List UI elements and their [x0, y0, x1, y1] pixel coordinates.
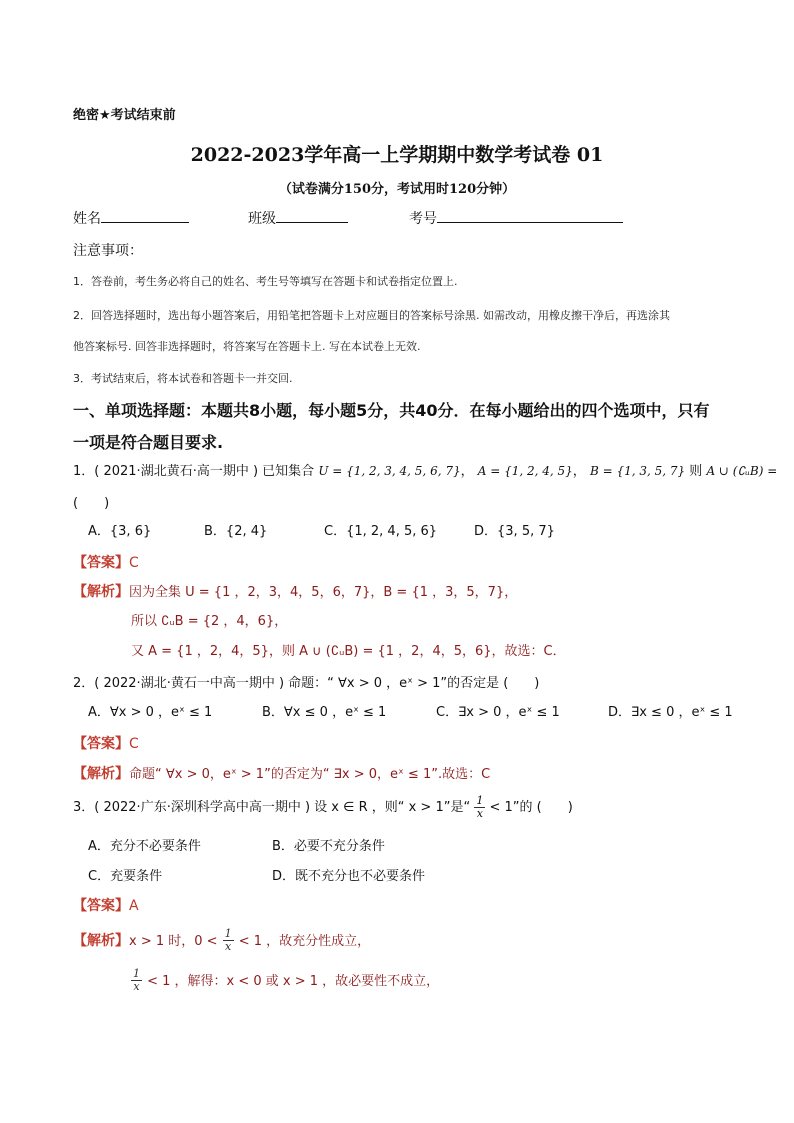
note-2b: 他答案标号. 回答非选择题时，将答案写在答题卡上. 写在本试卷上无效. — [73, 340, 421, 353]
q1-explanation-line3: 又 A = {1 ，2，4，5}，则 A ∪ (∁ᵤB) = {1 ，2，4，5，6}，故选：C． — [131, 644, 566, 659]
q3-frac-num: 1 — [476, 794, 484, 807]
q3-option-d: D．既不充分也不必要条件 — [272, 869, 426, 884]
name-label: 姓名 — [73, 211, 101, 227]
q3-expl1b: < 1 ，故充分性成立， — [238, 934, 371, 949]
name-blank — [101, 208, 189, 223]
class-label: 班级 — [248, 211, 276, 227]
q2-option-c: C．∃x > 0 ，eˣ ≤ 1 — [436, 705, 560, 720]
q1-expl1: 因为全集 U = {1 ，2，3，4，5，6，7}，B = {1 ，3，5，7}， — [129, 585, 518, 600]
q1-set-b: B = {1, 3, 5, 7} — [589, 464, 686, 478]
q2-option-a: A．∀x > 0 ，eˣ ≤ 1 — [88, 705, 213, 720]
q3-option-c: C．充要条件 — [88, 869, 163, 884]
q1-answer-value: C — [129, 555, 139, 571]
q2-stem: 2．( 2022·湖北·黄石一中高一期中 ) 命题：“ ∀x > 0 ，eˣ > 1”的否定是 ( ) — [73, 676, 540, 691]
q1-answer-tag: 【答案】 — [73, 555, 129, 571]
q3-expl-frac2-den: x — [133, 980, 140, 993]
q3-stem — [73, 795, 573, 820]
q1-explanation-line1 — [73, 581, 517, 601]
section-heading-line2: 一项是符合题目要求. — [73, 433, 224, 452]
number-blank — [437, 208, 623, 223]
note-3: 3．考试结束后，将本试卷和答题卡一并交回. — [73, 372, 293, 385]
q1-stem-text: 1．( 2021·湖北黄石·高一期中 ) 已知集合 — [73, 464, 315, 479]
q1-paren: ( ) — [73, 496, 110, 511]
q1-option-d: D．{3, 5, 7} — [474, 524, 555, 539]
secret-mark: 绝密★考试结束前 — [73, 108, 176, 123]
class-blank — [276, 208, 348, 223]
q1-answer — [73, 552, 139, 572]
q3-expl-tag: 【解析】 — [73, 933, 129, 949]
q1-expression: A ∪ (∁ᵤB) = — [706, 464, 778, 478]
q2-answer-value: C — [129, 736, 139, 752]
q1-option-a: A．{3, 6} — [88, 524, 152, 539]
q1-expl-tag: 【解析】 — [73, 584, 129, 600]
q3-explanation-line2 — [131, 968, 439, 993]
q1-set-u: U = {1, 2, 3, 4, 5, 6, 7} — [318, 464, 461, 478]
q3-answer — [73, 895, 139, 915]
note-1: 1．答卷前，考生务必将自己的姓名、考生号等填写在答题卡和试卷指定位置上. — [73, 275, 458, 288]
section-heading-line1: 一、单项选择题：本题共8小题，每小题5分，共40分．在每小题给出的四个选项中，只有 — [73, 401, 710, 420]
q3-expl2a: < 1 ，解得：x < 0 或 x > 1 ，故必要性不成立， — [147, 974, 440, 989]
q1-stem: 1．( 2021·湖北黄石·高一期中 ) 已知集合 U = {1, 2, 3, 4, 5, 6, 7}， A = {1, 2, 4, 5}， B = {1, 3, 5, 7} 则 A ∪ (∁ᵤB) = — [73, 464, 778, 479]
q3-stem-a: 3．( 2022·广东·深圳科学高中高一期中 ) 设 x ∈ R ，则“ x > 1”是“ — [73, 800, 471, 815]
number-label: 考号 — [409, 211, 437, 227]
number-field — [409, 208, 623, 228]
q1-then: 则 — [689, 464, 703, 479]
q3-frac-den: x — [476, 807, 483, 820]
q2-option-b: B．∀x ≤ 0 ，eˣ ≤ 1 — [262, 705, 387, 720]
q2-expl-tag: 【解析】 — [73, 766, 129, 782]
page-subtitle: （试卷满分150分，考试用时120分钟） — [278, 182, 516, 197]
q3-expl1a: x > 1 时，0 < — [129, 934, 218, 949]
q3-stem-b: < 1”的 ( ) — [489, 800, 573, 815]
q1-option-b: B．{2, 4} — [204, 524, 268, 539]
q2-explanation — [73, 763, 490, 783]
q3-option-a: A．充分不必要条件 — [88, 839, 201, 854]
q2-answer-tag: 【答案】 — [73, 736, 129, 752]
q3-answer-value: A — [129, 898, 139, 914]
q1-set-a: A = {1, 2, 4, 5} — [477, 464, 573, 478]
name-field — [73, 208, 189, 228]
q3-expl-frac1-den: x — [225, 940, 232, 953]
q3-expl-fraction-1 — [223, 928, 234, 953]
q3-expl-frac1-num: 1 — [224, 927, 232, 940]
notes-title: 注意事项： — [73, 243, 143, 259]
class-field — [248, 208, 348, 228]
q2-option-d: D．∃x ≤ 0 ，eˣ ≤ 1 — [608, 705, 733, 720]
q3-fraction — [474, 795, 485, 820]
q3-answer-tag: 【答案】 — [73, 898, 129, 914]
q3-expl-fraction-2 — [131, 968, 142, 993]
q3-explanation-line1 — [73, 928, 370, 953]
q1-explanation-line2: 所以 ∁ᵤB = {2 ，4，6}， — [131, 614, 288, 629]
q2-answer — [73, 733, 139, 753]
q3-option-b: B．必要不充分条件 — [272, 839, 385, 854]
q3-expl-frac2-num: 1 — [133, 967, 140, 980]
q2-expl1: 命题“ ∀x > 0，eˣ > 1”的否定为“ ∃x > 0，eˣ ≤ 1”.故选：C — [129, 767, 491, 782]
q1-option-c: C．{1, 2, 4, 5, 6} — [324, 524, 438, 539]
note-2a: 2．回答选择题时，选出每小题答案后，用铅笔把答题卡上对应题目的答案标号涂黑. 如需改动，用橡皮擦干净后，再选涂其 — [73, 309, 670, 322]
page-title: 2022-2023学年高一上学期期中数学考试卷 01 — [190, 144, 604, 166]
